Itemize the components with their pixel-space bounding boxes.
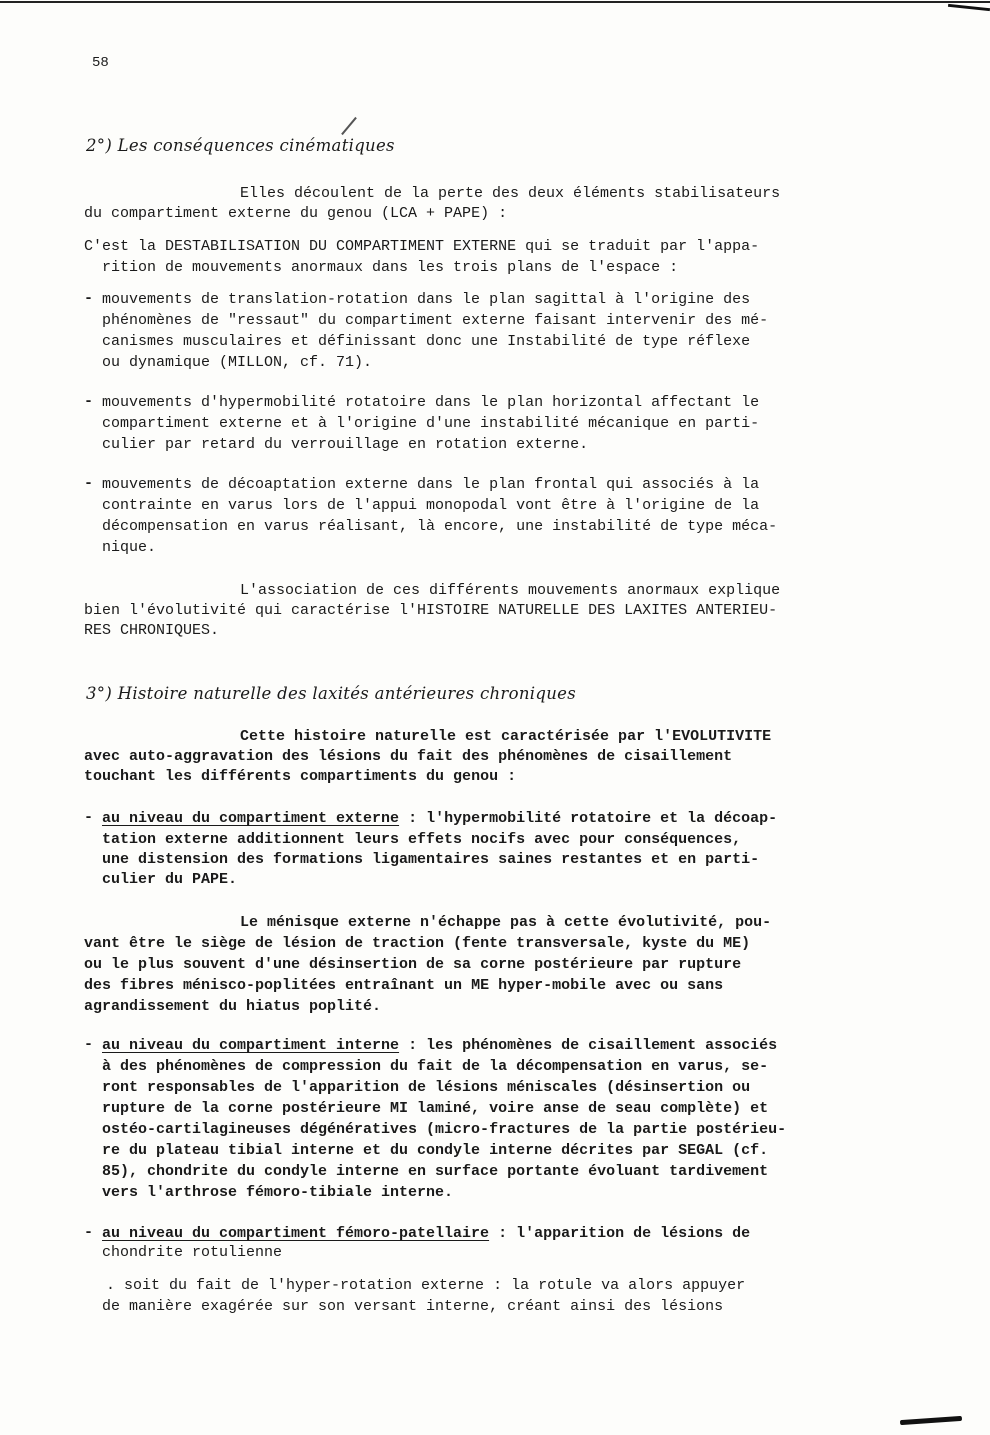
paragraph-line: Cette histoire naturelle est caractérisée par l'EVOLUTIVITE <box>240 728 772 745</box>
bullet-line: à des phénomènes de compression du fait de la décompensation en varus, se- <box>102 1058 769 1075</box>
bullet-line: vers l'arthrose fémoro-tibiale interne. <box>102 1184 454 1201</box>
bullet-line: chondrite rotulienne <box>102 1244 283 1261</box>
bullet-line: canismes musculaires et définissant donc une Instabilité de type réflexe <box>102 333 751 350</box>
bullet-dash: - <box>84 1036 94 1053</box>
bullet-first-line <box>102 1224 750 1244</box>
bullet-line: : l'apparition de lésions de <box>489 1225 751 1242</box>
bullet-line: une distension des formations ligamentaires saines restantes et en parti- <box>102 851 760 868</box>
bullet-line: mouvements de translation-rotation dans le plan sagittal à l'origine des <box>102 291 751 308</box>
bullet-line: re du plateau tibial interne et du condyle interne décrites par SEGAL (cf. <box>102 1142 769 1159</box>
bullet-line: compartiment externe et à l'origine d'une instabilité mécanique en parti- <box>102 415 760 432</box>
bullet-title: au niveau du compartiment externe <box>102 810 400 827</box>
bullet-first-line <box>102 1036 777 1056</box>
bullet-line: ostéo-cartilagineuses dégénératives (micro-fractures de la partie postérieu- <box>102 1121 787 1138</box>
paragraph-line: rition de mouvements anormaux dans les trois plans de l'espace : <box>102 259 679 276</box>
paragraph-line: du compartiment externe du genou (LCA + PAPE) : <box>84 205 508 222</box>
scan-top-edge <box>0 1 990 3</box>
paragraph-line: L'association de ces différents mouvements anormaux explique <box>240 582 781 599</box>
bullet-line: phénomènes de "ressaut" du compartiment externe faisant intervenir des mé- <box>102 312 769 329</box>
paragraph-line: ou le plus souvent d'une désinsertion de sa corne postérieure par rupture <box>84 956 742 973</box>
bullet-line: : les phénomènes de cisaillement associés <box>399 1037 778 1054</box>
paragraph-line: avec auto-aggravation des lésions du fait des phénomènes de cisaillement <box>84 748 733 765</box>
bullet-line: rupture de la corne postérieure MI laminé, voire anse de seau complète) et <box>102 1100 769 1117</box>
bullet-dash: - <box>84 393 94 410</box>
bullet-line: mouvements de décoaptation externe dans le plan frontal qui associés à la <box>102 476 760 493</box>
scan-corner-mark <box>948 4 990 11</box>
bullet-first-line <box>102 809 777 829</box>
bullet-dash: - <box>84 475 94 492</box>
bullet-line: ou dynamique (MILLON, cf. 71). <box>102 354 373 371</box>
page-number: 58 <box>92 55 109 71</box>
bullet-line: tation externe additionnent leurs effets nocifs avec pour conséquences, <box>102 831 742 848</box>
bullet-line: 85), chondrite du condyle interne en surface portante évoluant tardivement <box>102 1163 769 1180</box>
bullet-line: nique. <box>102 539 157 556</box>
subpoint-line: . soit du fait de l'hyper-rotation externe : la rotule va alors appuyer <box>106 1277 746 1294</box>
section-heading-2: 2°) Les conséquences cinématiques <box>86 136 395 155</box>
paragraph-line: agrandissement du hiatus poplité. <box>84 998 382 1015</box>
bullet-line: contrainte en varus lors de l'appui monopodal vont être à l'origine de la <box>102 497 760 514</box>
paragraph-line: touchant les différents compartiments du genou : <box>84 768 517 785</box>
bullet-line: culier du PAPE. <box>102 871 238 888</box>
bullet-dash: - <box>84 809 94 826</box>
bullet-line: mouvements d'hypermobilité rotatoire dans le plan horizontal affectant le <box>102 394 760 411</box>
bullet-title: au niveau du compartiment fémoro-patellaire <box>102 1225 490 1242</box>
paragraph-line: C'est la DESTABILISATION DU COMPARTIMENT EXTERNE qui se traduit par l'appa- <box>84 238 760 255</box>
section-heading-3: 3°) Histoire naturelle des laxités antérieures chroniques <box>86 684 576 703</box>
bullet-line: décompensation en varus réalisant, là encore, une instabilité de type méca- <box>102 518 778 535</box>
subpoint-line: de manière exagérée sur son versant interne, créant ainsi des lésions <box>102 1298 724 1315</box>
bullet-dash: - <box>84 1224 94 1241</box>
bullet-line: : l'hypermobilité rotatoire et la décoap- <box>399 810 778 827</box>
paragraph-line: Le ménisque externe n'échappe pas à cette évolutivité, pou- <box>240 914 772 931</box>
paragraph-line: RES CHRONIQUES. <box>84 622 220 639</box>
paragraph-line: des fibres ménisco-poplitées entraînant un ME hyper-mobile avec ou sans <box>84 977 724 994</box>
bullet-line: ront responsables de l'apparition de lésions méniscales (désinsertion ou <box>102 1079 751 1096</box>
handwritten-accent-mark <box>341 117 357 135</box>
bullet-line: culier par retard du verrouillage en rotation externe. <box>102 436 589 453</box>
paragraph-line: bien l'évolutivité qui caractérise l'HISTOIRE NATURELLE DES LAXITES ANTERIEU- <box>84 602 778 619</box>
paragraph-line: vant être le siège de lésion de traction (fente transversale, kyste du ME) <box>84 935 751 952</box>
scan-corner-mark <box>900 1416 962 1425</box>
bullet-dash: - <box>84 290 94 307</box>
bullet-title: au niveau du compartiment interne <box>102 1037 400 1054</box>
paragraph-line: Elles découlent de la perte des deux éléments stabilisateurs <box>240 185 781 202</box>
